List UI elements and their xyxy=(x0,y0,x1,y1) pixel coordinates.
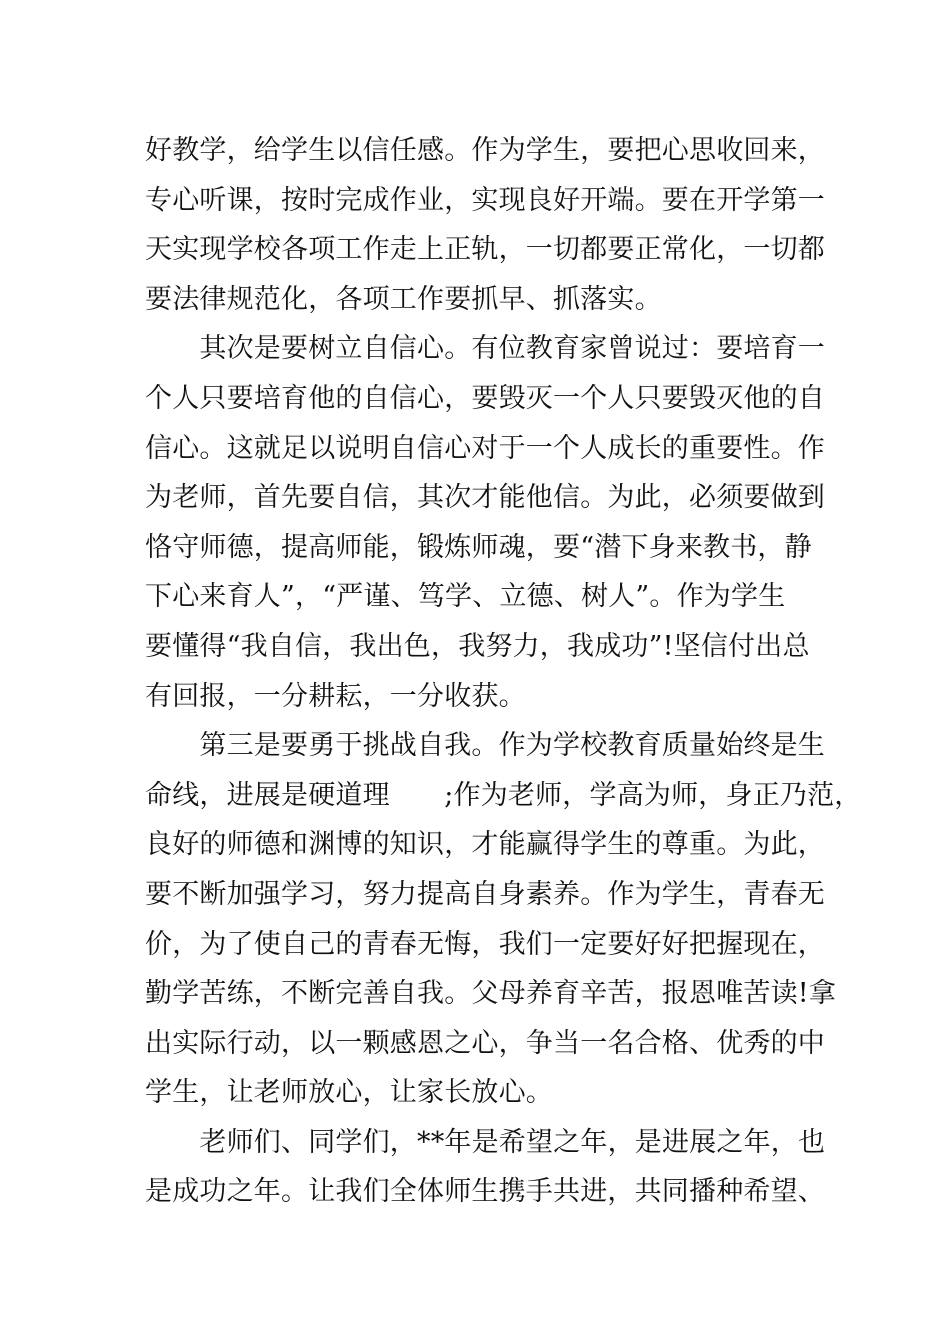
text-line: 命线，进展是硬道理 ;作为老师，学高为师，身正乃范， xyxy=(145,779,862,811)
text-line: 良好的师德和渊博的知识，才能赢得学生的尊重。为此， xyxy=(145,829,825,861)
text-line: 是成功之年。让我们全体师生携手共进，共同播种希望、 xyxy=(145,1176,825,1208)
text-line: 好教学，给学生以信任感。作为学生，要把心思收回来， xyxy=(145,135,825,166)
text-line: 学生，让老师放心，让家长放心。 xyxy=(145,1077,553,1109)
text-line: 为老师，首先要自信，其次才能他信。为此，必须要做到 xyxy=(145,482,825,514)
text-line: 勤学苦练，不断完善自我。父母养育辛苦，报恩唯苦读!拿 xyxy=(145,978,837,1010)
text-line: 老师们、同学们，**年是希望之年，是进展之年，也 xyxy=(145,1126,826,1158)
text-line: 天实现学校各项工作走上正轨，一切都要正常化，一切都 xyxy=(145,234,825,266)
text-line: 第三是要勇于挑战自我。作为学校教育质量始终是生 xyxy=(145,730,825,762)
text-line: 要懂得“我自信，我出色，我努力，我成功”!坚信付出总 xyxy=(145,630,810,662)
text-line: 其次是要树立自信心。有位教育家曾说过：要培育一 xyxy=(145,333,825,365)
text-line: 有回报，一分耕耘，一分收获。 xyxy=(145,680,526,712)
text-line: 要不断加强学习，努力提高自身素养。作为学生，青春无 xyxy=(145,878,825,910)
text-line: 下心来育人”，“严谨、笃学、立德、树人”。作为学生 xyxy=(145,581,786,613)
text-line: 要法律规范化，各项工作要抓早、抓落实。 xyxy=(145,283,662,315)
text-line: 信心。这就足以说明自信心对于一个人成长的重要性。作 xyxy=(145,432,825,464)
body-text xyxy=(145,126,862,1217)
text-line: 个人只要培育他的自信心，要毁灭一个人只要毁灭他的自 xyxy=(145,382,825,414)
text-line: 价，为了使自己的青春无悔，我们一定要好好把握现在， xyxy=(145,928,825,960)
text-line: 专心听课，按时完成作业，实现良好开端。要在开学第一 xyxy=(145,184,825,216)
text-line: 出实际行动，以一颗感恩之心，争当一名合格、优秀的中 xyxy=(145,1027,825,1059)
text-line: 恪守师德，提高师能，锻炼师魂，要“潜下身来教书，静 xyxy=(145,531,812,563)
